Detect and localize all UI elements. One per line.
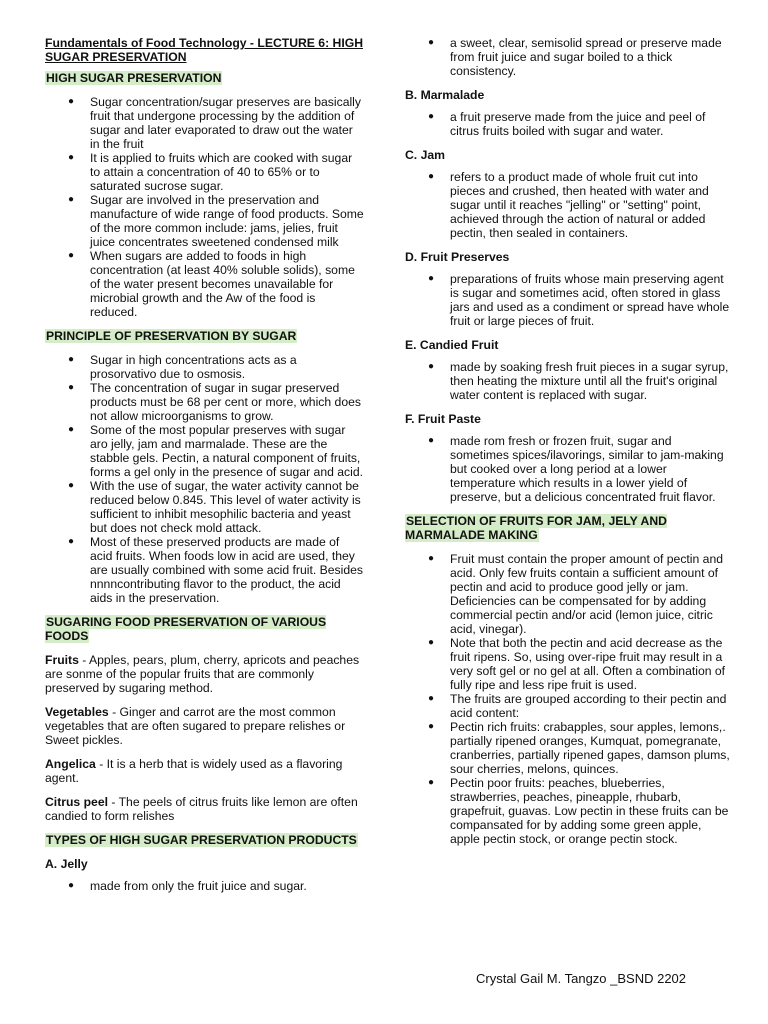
heading-high-sugar-preservation: HIGH SUGAR PRESERVATION: [46, 71, 222, 85]
list-item: ● When sugars are added to foods in high concentration (at least 40% soluble solids), some of the water present becomes unavailable for microbial growth and the Aw of the food is reduced.: [68, 249, 355, 319]
left-column: [45, 36, 365, 903]
list-item: ● made from only the fruit juice and sugar.: [68, 879, 307, 893]
preserves-list: [405, 272, 730, 328]
list-item: ● It is applied to fruits which are cooked with sugar to attain a concentration of 40 to 65% or to saturated sucrose sugar.: [68, 151, 353, 193]
document-title: Fundamentals of Food Technology - LECTURE 6: HIGH SUGAR PRESERVATION: [45, 36, 363, 64]
list-item: ● Most of these preserved products are made of acid fruits. When foods low in acid are used, they are usually combined with some acid fruit. Besides nnnncontributing flavor to the product, the acid aids in the preservation.: [68, 535, 363, 605]
paragraph-angelica: Angelica - It is a herb that is widely used as a flavoring agent.: [45, 757, 343, 785]
bullet-icon: ●: [428, 435, 435, 446]
bullet-icon: ●: [68, 480, 75, 491]
list-item: ● With the use of sugar, the water activity cannot be reduced below 0.845. This level of water activity is sufficient to inhibit mesophilic bacteria and yeast but does not check mold attack.: [68, 479, 361, 535]
heading-sugaring-foods: SUGARING FOOD PRESERVATION OF VARIOUS FOODS: [45, 615, 327, 643]
jelly-list-continued: [405, 36, 730, 78]
bullet-icon: ●: [428, 637, 435, 648]
paste-list: [405, 434, 730, 504]
bullet-icon: ●: [428, 273, 435, 284]
list-item: ● made rom fresh or frozen fruit, sugar and sometimes spices/ilavorings, similar to jam-making but cooked over a long period at a lower temperature which results in a lower yield of preserve, but a delicious concentrated fruit flavor.: [428, 434, 724, 504]
list-item: ● made by soaking fresh fruit pieces in a sugar syrup, then heating the mixture until all the fruit's original water content is replaced with sugar.: [428, 360, 729, 402]
list-item: ● a fruit preserve made from the juice and peel of citrus fruits boiled with sugar and water.: [428, 110, 706, 138]
list-item: ● a sweet, clear, semisolid spread or preserve made from fruit juice and sugar boiled to a thick consistency.: [428, 36, 722, 78]
list-item: ● Sugar in high concentrations acts as a prosorvativo due to osmosis.: [68, 353, 297, 381]
bullet-icon: ●: [68, 152, 75, 163]
list-item: ● refers to a product made of whole fruit cut into pieces and crushed, then heated with water and sugar until it reaches "jelling" or "setting" point, achieved through the action of natural or added pectin, then sealed in containers.: [428, 170, 709, 240]
right-column: [405, 36, 730, 856]
bullet-icon: ●: [68, 250, 75, 261]
list-item: ● Sugar concentration/sugar preserves are basically fruit that undergone processing by the addition of sugar and later evaporated to draw out the water in the fruit: [68, 95, 361, 151]
heading-principle: PRINCIPLE OF PRESERVATION BY SUGAR: [46, 329, 297, 343]
list-item: ● Pectin rich fruits: crabapples, sour apples, lemons,. partially ripened oranges, Kumquat, pomegranate, cranberries, partially ripened gapes, damson plums, sour cherries, melons, quinces.: [428, 720, 730, 776]
list-item: ● Sugar are involved in the preservation and manufacture of wide range of food products. Some of the more common include: jams, jelies, fruit juice concentrates sweetened condensed milk: [68, 193, 364, 249]
bullet-icon: ●: [68, 880, 75, 891]
bullet-icon: ●: [68, 382, 75, 393]
bullet-icon: ●: [68, 194, 75, 205]
list-item: ● Pectin poor fruits: peaches, blueberries, strawberries, peaches, pineapple, rhubarb, grapefruit, guavas. Low pectin in these fruits can be compansated for by adding some green apple, apple pectin stock, or orange pectin stock.: [428, 776, 729, 846]
paragraph-citrus-peel: Citrus peel - The peels of citrus fruits like lemon are often candied to form relishes: [45, 795, 358, 823]
paragraph-vegetables: Vegetables - Ginger and carrot are the most common vegetables that are often sugared to prepare relishes or Sweet pickles.: [45, 705, 346, 747]
subheading-fruit-preserves: D. Fruit Preserves: [405, 250, 510, 264]
principle-list: [45, 353, 365, 605]
subheading-candied-fruit: E. Candied Fruit: [405, 338, 499, 352]
bullet-icon: ●: [428, 37, 435, 48]
list-item: ● The concentration of sugar in sugar preserved products must be 68 per cent or more, which does not allow microorganisms to grow.: [68, 381, 361, 423]
heading-selection-of-fruits: SELECTION OF FRUITS FOR JAM, JELY AND MARMALADE MAKING: [405, 514, 667, 542]
list-item: ● The fruits are grouped according to their pectin and acid content:: [428, 692, 727, 720]
author-footer: Crystal Gail M. Tangzo _BSND 2202: [476, 971, 687, 986]
candied-list: [405, 360, 730, 402]
bullet-icon: ●: [68, 96, 75, 107]
jelly-list: [45, 879, 365, 893]
subheading-marmalade: B. Marmalade: [405, 88, 485, 102]
bullet-icon: ●: [68, 354, 75, 365]
selection-list: [405, 552, 730, 846]
bullet-icon: ●: [68, 424, 75, 435]
paragraph-fruits: Fruits - Apples, pears, plum, cherry, apricots and peaches are sonme of the popular fruits that are commonly preserved by sugaring method.: [45, 653, 360, 695]
bullet-icon: ●: [428, 361, 435, 372]
marmalade-list: [405, 110, 730, 138]
bullet-icon: ●: [68, 536, 75, 547]
bullet-icon: ●: [428, 171, 435, 182]
list-item: ● Fruit must contain the proper amount of pectin and acid. Only few fruits contain a sufficient amount of pectin and acid to produce good jelly or jam. Deficiencies can be compensated for by adding commercial pectin and/or acid (lemon juice, citric acid, vinegar).: [428, 552, 724, 636]
high-sugar-list: [45, 95, 365, 319]
list-item: ● Some of the most popular preserves with sugar aro jelly, jam and marmalade. These are the stabble gels. Pectin, a natural component of fruits, forms a gel only in the presence of sugar and acid.: [68, 423, 364, 479]
jam-list: [405, 170, 730, 240]
bullet-icon: ●: [428, 693, 435, 704]
subheading-jam: C. Jam: [405, 148, 445, 162]
bullet-icon: ●: [428, 721, 435, 732]
bullet-icon: ●: [428, 111, 435, 122]
bullet-icon: ●: [428, 553, 435, 564]
heading-types: TYPES OF HIGH SUGAR PRESERVATION PRODUCTS: [46, 833, 357, 847]
subheading-jelly: A. Jelly: [45, 857, 88, 871]
list-item: ● preparations of fruits whose main preserving agent is sugar and sometimes acid, often stored in glass jars and used as a condiment or spread have whole fruit or large pieces of fruit.: [428, 272, 730, 328]
subheading-fruit-paste: F. Fruit Paste: [405, 412, 481, 426]
list-item: ● Note that both the pectin and acid decrease as the fruit ripens. So, using over-ripe fruit may result in a very soft gel or no gel at all. Often a combination of fully ripe and less ripe fruit is used.: [428, 636, 726, 692]
bullet-icon: ●: [428, 777, 435, 788]
